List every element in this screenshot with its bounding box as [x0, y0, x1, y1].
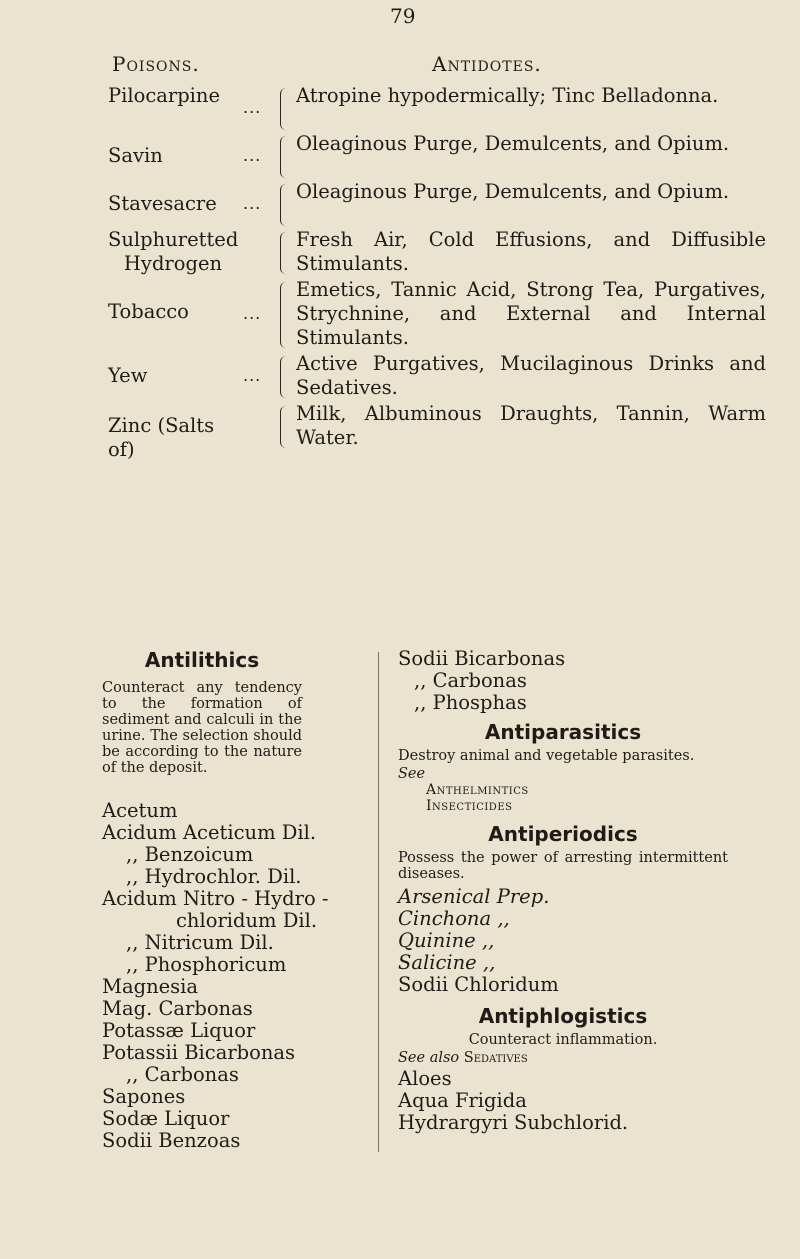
poison-name: Savin — [108, 144, 163, 167]
brace — [280, 406, 289, 448]
antidote-text: Atropine hypodermically; Tinc Belladonna. — [296, 84, 719, 107]
antiparasitics-title: Antiparasitics — [484, 720, 642, 744]
antiperiodics-title: Antiperiodics — [488, 822, 638, 846]
column-divider — [378, 652, 379, 1152]
antiphlogistics-description: Counteract inflammation. — [468, 1032, 658, 1048]
list-item: ,, Carbonas — [414, 669, 527, 692]
antidote-text: Oleaginous Purge, Demulcents, and Opium. — [296, 180, 730, 203]
leader-dots: ... — [243, 98, 262, 117]
see-also-item: Sedatives — [463, 1050, 528, 1066]
list-item: Sapones — [102, 1085, 186, 1108]
list-item: ,, Phosphas — [414, 691, 527, 714]
poison-name: Zinc (Salts of) — [108, 414, 215, 461]
antidote-text: Oleaginous Purge, Demulcents, and Opium. — [296, 132, 730, 155]
brace — [280, 282, 289, 348]
antilithics-section — [102, 648, 329, 1152]
list-item: Aqua Frigida — [398, 1089, 527, 1112]
poisons-header: Poisons. — [112, 52, 200, 76]
brace — [280, 356, 289, 398]
antidote-text: Fresh Air, Cold Effusions, and Diffusible Stimulants. — [296, 228, 766, 275]
list-item: Potassæ Liquor — [102, 1019, 256, 1042]
antiparasitics-description: Destroy animal and vegetable parasites. — [398, 748, 695, 764]
list-item: Acidum Nitro - Hydro - — [102, 887, 329, 910]
see-also-label: See also — [398, 1050, 460, 1066]
list-item: Acidum Aceticum Dil. — [102, 821, 317, 844]
list-item: Mag. Carbonas — [102, 997, 253, 1020]
list-item: ,, Benzoicum — [126, 843, 254, 866]
brace — [280, 88, 289, 130]
antidotes-header: Antidotes. — [432, 52, 542, 76]
list-item: ,, Carbonas — [126, 1063, 239, 1086]
page-number: 79 — [390, 4, 416, 28]
list-item: ,, Hydrochlor. Dil. — [126, 865, 302, 888]
list-item: Salicine ,, — [398, 951, 496, 974]
list-item: Sodii Benzoas — [102, 1129, 241, 1152]
leader-dots: ... — [243, 194, 262, 213]
antidote-text: Milk, Albuminous Draughts, Tannin, Warm Water. — [296, 402, 766, 449]
poison-name: Yew — [108, 364, 148, 387]
brace — [280, 136, 289, 178]
brace — [280, 184, 289, 226]
list-item: Aloes — [398, 1067, 452, 1090]
leader-dots: ... — [243, 366, 262, 385]
list-item: Arsenical Prep. — [398, 885, 550, 908]
list-item: Quinine ,, — [398, 929, 495, 952]
poison-name: Sulphuretted Hydrogen — [108, 228, 239, 275]
list-item: Sodæ Liquor — [102, 1107, 230, 1130]
list-item: chloridum Dil. — [176, 909, 318, 932]
right-column — [398, 648, 728, 1134]
list-item: Hydrargyri Subchlorid. — [398, 1111, 629, 1134]
antiperiodics-description: Possess the power of arresting intermittent diseases. — [398, 850, 728, 882]
list-item: ,, Nitricum Dil. — [126, 931, 274, 954]
list-item: Sodii Bicarbonas — [398, 647, 566, 670]
antidote-text: Active Purgatives, Mucilaginous Drinks and Sedatives. — [296, 352, 766, 399]
poison-name: Pilocarpine — [108, 84, 221, 107]
see-label: See — [398, 766, 426, 782]
antilithics-title: Antilithics — [144, 648, 260, 672]
list-item: ,, Phosphoricum — [126, 953, 287, 976]
antidote-text: Emetics, Tannic Acid, Strong Tea, Purgatives, Strychnine, and External and Internal Stimulants. — [296, 278, 766, 349]
poison-name: Tobacco — [108, 300, 189, 323]
antilithics-description: Counteract any tendency to the formation of sediment and calculi in the urine. The selection should be according to the nature of the deposit. — [102, 680, 302, 776]
list-item: Magnesia — [102, 975, 199, 998]
brace — [280, 232, 289, 274]
see-also-line — [398, 1050, 728, 1066]
poison-name: Stavesacre — [108, 192, 217, 215]
see-item: Insecticides — [426, 798, 513, 814]
list-item: Sodii Chloridum — [398, 973, 559, 996]
list-item: Acetum — [102, 799, 178, 822]
antiphlogistics-title: Antiphlogistics — [478, 1004, 648, 1028]
list-item: Potassii Bicarbonas — [102, 1041, 296, 1064]
leader-dots: ... — [243, 146, 262, 165]
list-item: Cinchona ,, — [398, 907, 510, 930]
see-item: Anthelmintics — [426, 782, 529, 798]
leader-dots: ... — [243, 304, 262, 323]
